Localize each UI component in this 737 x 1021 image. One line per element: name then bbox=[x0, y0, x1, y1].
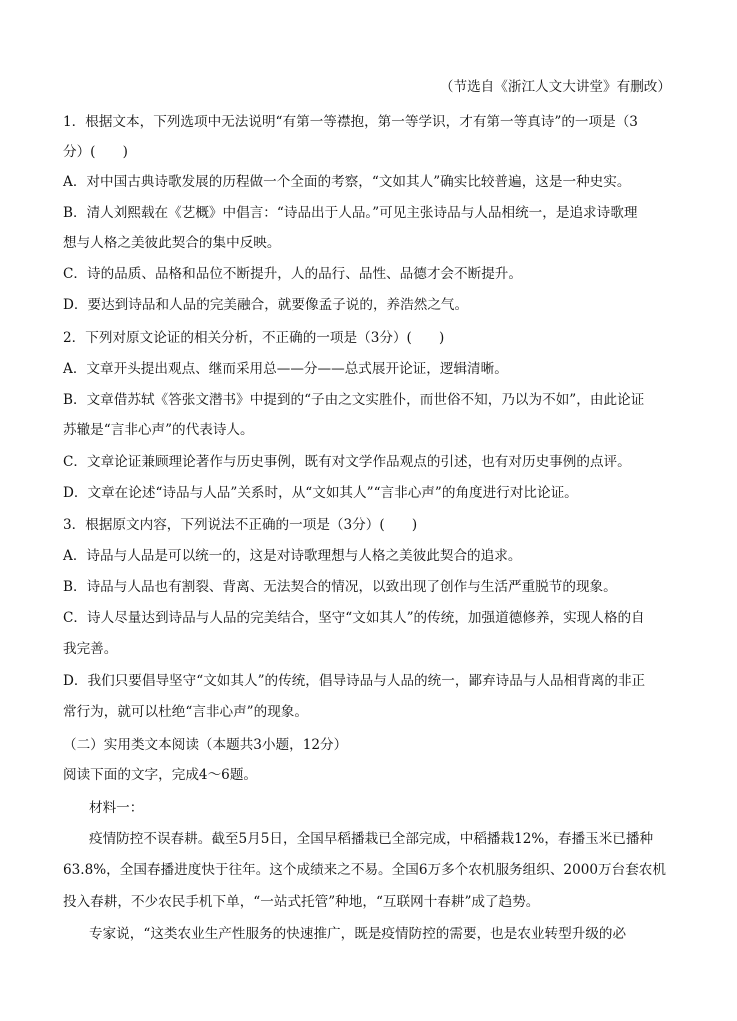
section-heading: （二）实用类文本阅读（本题共3小题，12分） bbox=[63, 737, 348, 753]
question-2-option-b: B．文章借苏轼《答张文潜书》中提到的“子由之文实胜仆，而世俗不知，乃以为不如”，由此论证 bbox=[63, 392, 645, 408]
question-3-stem: 3．根据原文内容，下列说法不正确的一项是（3分）( ) bbox=[63, 517, 418, 533]
material-label: 材料一： bbox=[89, 800, 144, 816]
question-1-option-c: C．诗的品质、品格和品位不断提升，人的品行、品性、品德才会不断提升。 bbox=[63, 266, 522, 282]
question-3-option-d-cont: 常行为，就可以杜绝“言非心声”的现象。 bbox=[63, 704, 308, 720]
question-1-stem: 1．根据文本，下列选项中无法说明“有第一等襟抱，第一等学识，才有第一等真诗”的一项是（3 bbox=[63, 114, 638, 130]
question-3-option-c-cont: 我完善。 bbox=[63, 641, 118, 657]
question-3-option-a: A．诗品与人品是可以统一的，这是对诗歌理想与人格之美彼此契合的追求。 bbox=[63, 548, 522, 564]
question-2-option-d: D．文章在论述“诗品与人品”关系时，从“文如其人”“言非心声”的角度进行对比论证。 bbox=[63, 485, 578, 501]
reading-instruction: 阅读下面的文字，完成4～6题。 bbox=[63, 767, 258, 783]
question-2-option-b-cont: 苏辙是“言非心声”的代表诗人。 bbox=[63, 422, 254, 438]
question-1-option-b: B．清人刘熙载在《艺概》中倡言：“诗品出于人品。”可见主张诗品与人品相统一，是追求诗歌理 bbox=[63, 205, 638, 221]
source-note: （节选自《浙江人文大讲堂》有删改） bbox=[439, 79, 671, 95]
paragraph-1-line-1: 疫情防控不误春耕。截至5月5日，全国早稻播栽已全部完成，中稻播栽12%，春播玉米已播种 bbox=[89, 831, 654, 847]
question-1-option-b-cont: 想与人格之美彼此契合的集中反映。 bbox=[63, 235, 281, 251]
question-3-option-b: B．诗品与人品也有割裂、背离、无法契合的情况，以致出现了创作与生活严重脱节的现象。 bbox=[63, 579, 617, 595]
paragraph-2-line-1: 专家说，“这类农业生产性服务的快速推广，既是疫情防控的需要，也是农业转型升级的必 bbox=[89, 926, 627, 942]
question-3-option-c: C．诗人尽量达到诗品与人品的完美结合，坚守“文如其人”的传统，加强道德修养，实现人格的自 bbox=[63, 610, 645, 626]
question-1-option-a: A．对中国古典诗歌发展的历程做一个全面的考察，“文如其人”确实比较普遍，这是一种史实。 bbox=[63, 174, 631, 190]
question-2-option-c: C．文章论证兼顾理论著作与历史事例，既有对文学作品观点的引述，也有对历史事例的点评。 bbox=[63, 454, 631, 470]
question-1-option-d: D．要达到诗品和人品的完美融合，就要像孟子说的，养浩然之气。 bbox=[63, 297, 469, 313]
question-2-stem: 2．下列对原文论证的相关分析，不正确的一项是（3分）( ) bbox=[63, 330, 445, 346]
question-1-stem-cont: 分）( ) bbox=[63, 144, 128, 160]
question-3-option-d: D．我们只要倡导坚守“文如其人”的传统，倡导诗品与人品的统一，鄙弃诗品与人品相背离的非正 bbox=[63, 673, 646, 689]
paragraph-1-line-2: 63.8%，全国春播进度快于往年。这个成绩来之不易。全国6万多个农机服务组织、2000万台套农机 bbox=[63, 862, 666, 878]
paragraph-1-line-3: 投入春耕，不少农民手机下单，“一站式托管”种地，“互联网十春耕”成了趋势。 bbox=[63, 894, 540, 910]
question-2-option-a: A．文章开头提出观点、继而采用总——分——总式展开论证，逻辑清晰。 bbox=[63, 361, 508, 377]
